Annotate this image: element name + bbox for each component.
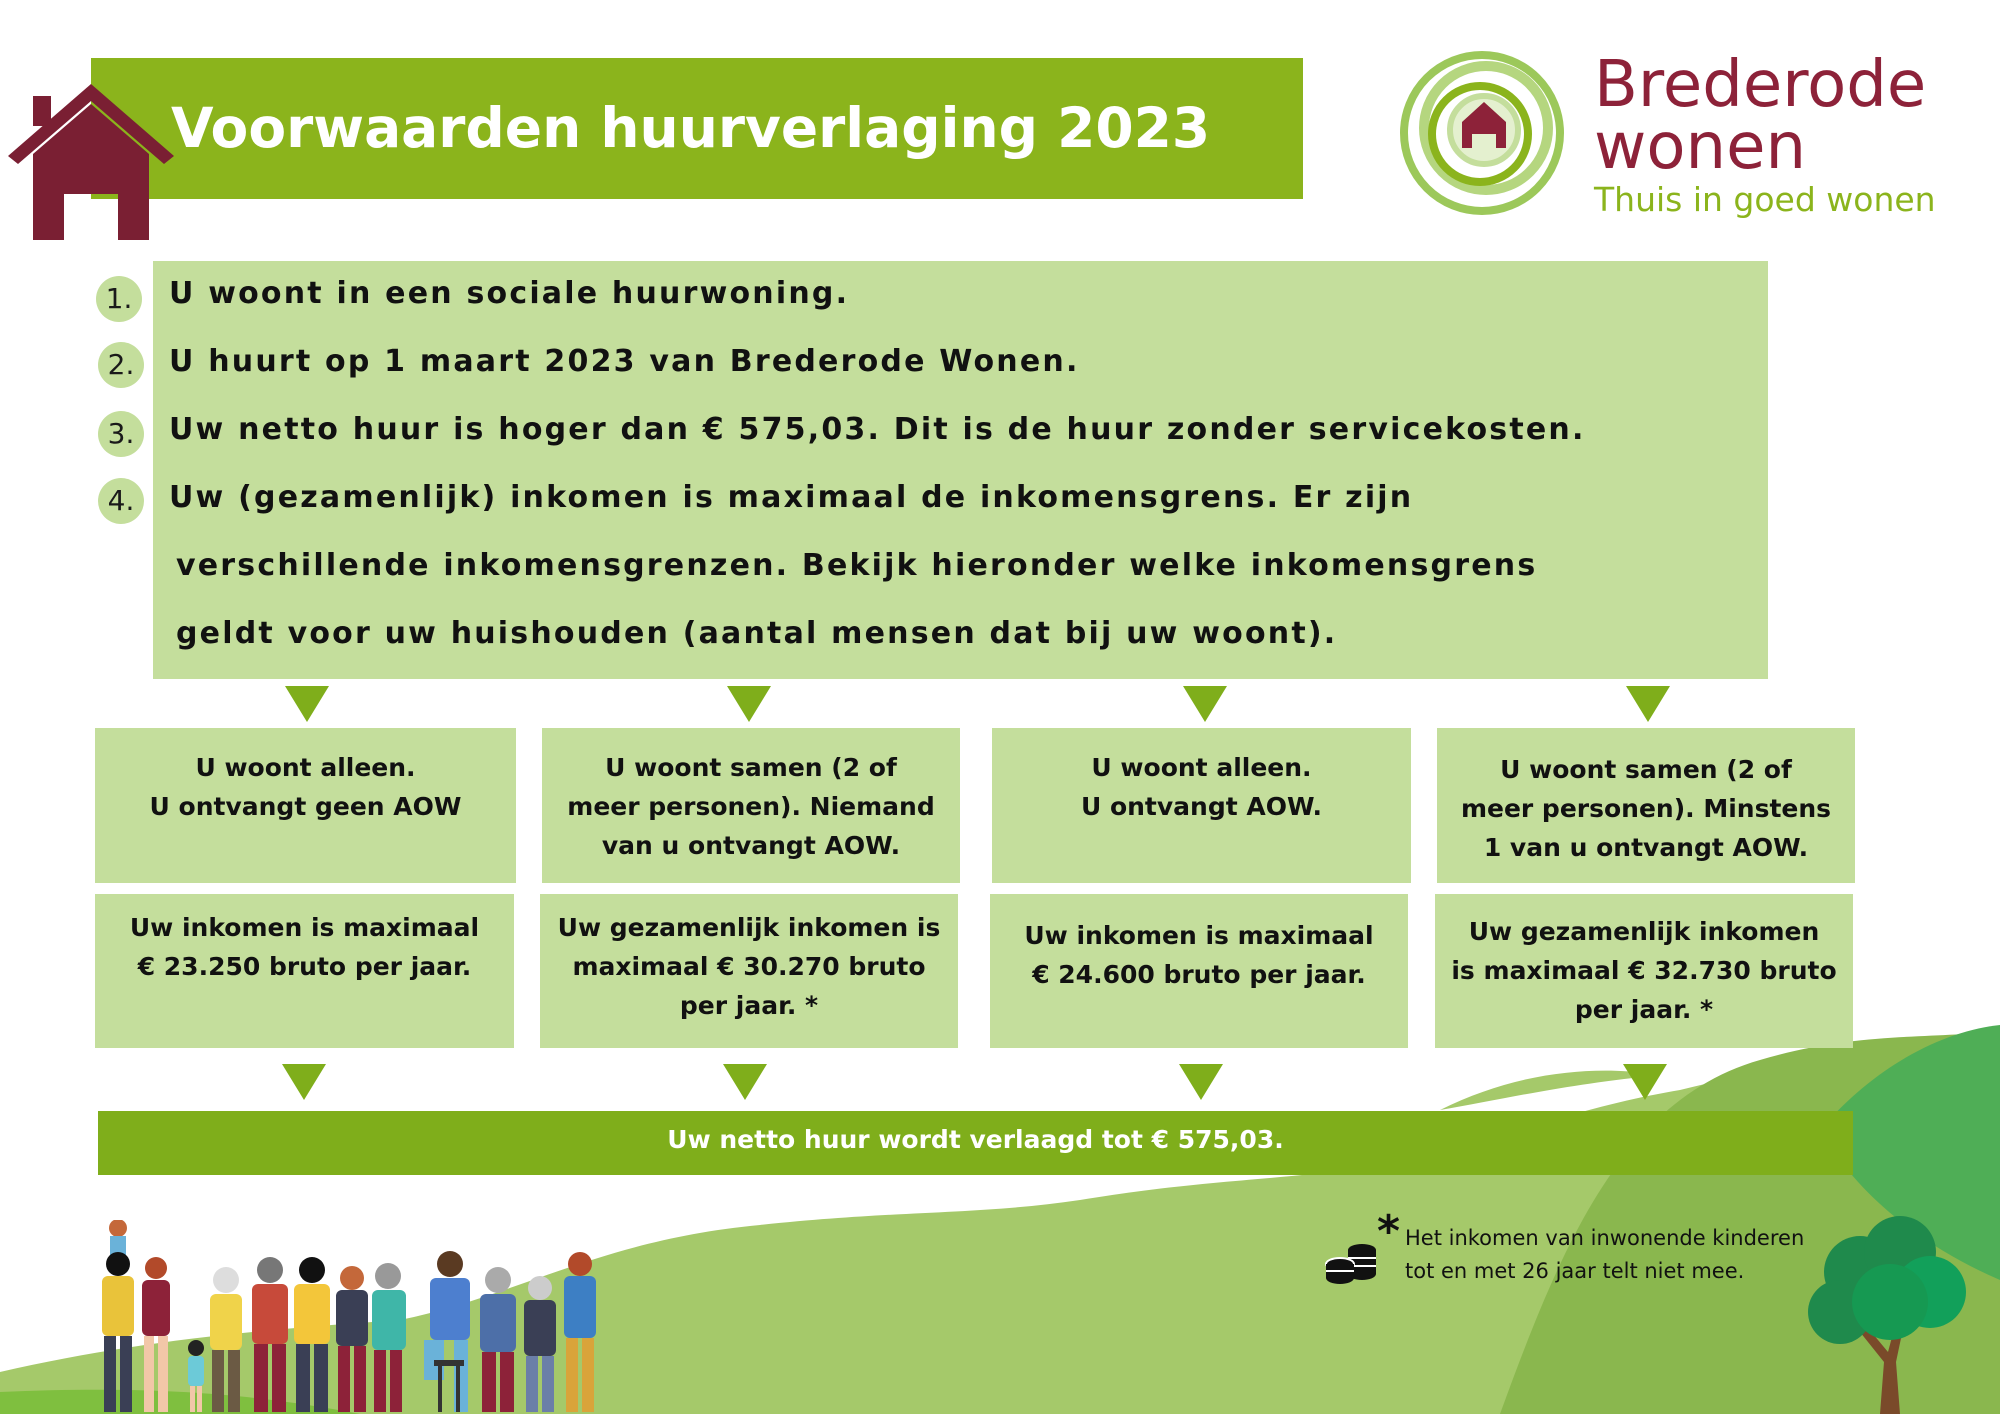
family-illustration: [84, 1220, 624, 1414]
condition-text-4-line2: verschillende inkomensgrenzen. Bekijk hieronder welke inkomensgrens: [176, 548, 1538, 583]
condition-number-1: 1.: [96, 276, 142, 322]
household-situation-1-text: U woont alleen. U ontvangt geen AOW: [149, 753, 462, 821]
household-situation-4: [1437, 728, 1855, 883]
footnote-marker: *: [1377, 1206, 1401, 1257]
condition-text-2: U huurt op 1 maart 2023 van Brederode Wonen.: [169, 344, 1080, 379]
brand-logo: [1398, 50, 1968, 220]
result-bar: [98, 1111, 1853, 1175]
condition-text-4-line3: geldt voor uw huishouden (aantal mensen dat bij uw woont).: [176, 616, 1338, 651]
arrow-down-icon: [1626, 686, 1670, 722]
condition-text-1: U woont in een sociale huurwoning.: [169, 276, 850, 311]
arrow-down-icon: [285, 686, 329, 722]
condition-number-4: 4.: [98, 478, 144, 524]
household-situation-2-text: U woont samen (2 of meer personen). Niemand van u ontvangt AOW.: [567, 753, 935, 860]
footnote-text: Het inkomen van inwonende kinderen tot en met 26 jaar telt niet mee.: [1405, 1226, 1805, 1283]
income-limit-3-text: Uw inkomen is maximaal € 24.600 bruto per jaar.: [1024, 921, 1374, 989]
household-situation-1: [95, 728, 516, 883]
household-situation-3: [992, 728, 1411, 883]
condition-number-2: 2.: [98, 342, 144, 388]
arrow-down-icon: [282, 1064, 326, 1100]
arrow-down-icon: [1623, 1064, 1667, 1100]
income-limit-2: [540, 894, 958, 1048]
condition-text-3: Uw netto huur is hoger dan € 575,03. Dit is de huur zonder servicekosten.: [169, 412, 1586, 447]
income-limit-1-text: Uw inkomen is maximaal € 23.250 bruto per jaar.: [129, 913, 480, 981]
logo-brand-line1: Brederode: [1594, 48, 1927, 122]
income-limit-3: [990, 894, 1408, 1048]
arrow-down-icon: [1183, 686, 1227, 722]
income-limit-1: [95, 894, 514, 1048]
logo-tagline: Thuis in goed wonen: [1594, 180, 1936, 219]
income-limit-4-text: Uw gezamenlijk inkomen is maximaal € 32.730 bruto per jaar. *: [1451, 917, 1837, 1024]
income-limit-2-text: Uw gezamenlijk inkomen is maximaal € 30.270 bruto per jaar. *: [557, 913, 941, 1020]
condition-text-4-line1: Uw (gezamenlijk) inkomen is maximaal de inkomensgrens. Er zijn: [169, 480, 1414, 515]
arrow-down-icon: [723, 1064, 767, 1100]
logo-swirl-icon: [1398, 50, 1566, 215]
tree-icon: [1800, 1212, 1970, 1414]
arrow-down-icon: [1179, 1064, 1223, 1100]
coins-icon: [1324, 1240, 1380, 1286]
title-bar: [91, 58, 1303, 199]
condition-number-3: 3.: [98, 411, 144, 457]
household-situation-2: [542, 728, 960, 883]
income-limit-4: [1435, 894, 1853, 1048]
household-situation-4-text: U woont samen (2 of meer personen). Minstens 1 van u ontvangt AOW.: [1460, 755, 1832, 862]
house-icon: [8, 84, 174, 240]
arrow-down-icon: [727, 686, 771, 722]
household-situation-3-text: U woont alleen. U ontvangt AOW.: [1080, 753, 1323, 821]
page-title: Voorwaarden huurverlaging 2023: [171, 96, 1211, 160]
logo-brand-line2: wonen: [1594, 110, 1806, 184]
result-text: Uw netto huur wordt verlaagd tot € 575,03.: [667, 1125, 1284, 1154]
